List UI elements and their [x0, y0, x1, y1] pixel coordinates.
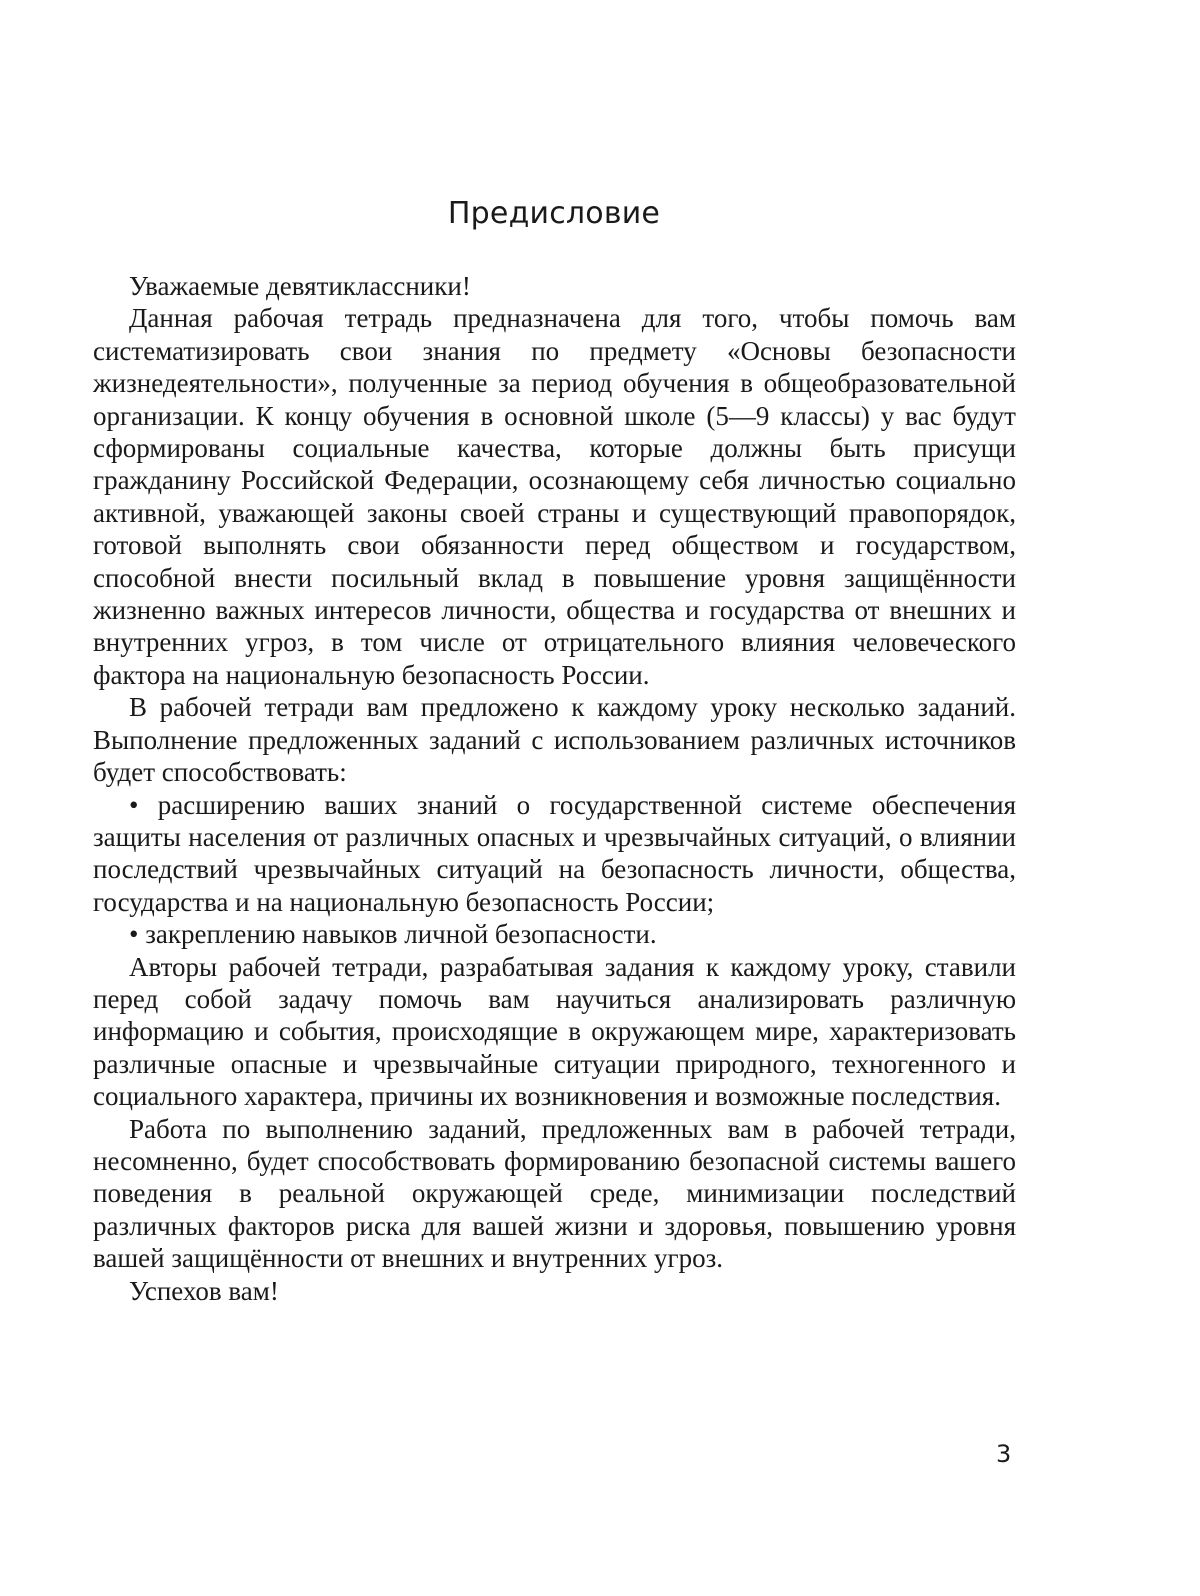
bullet-text: расширению ваших знаний о государственной системе обеспечения защиты населения от различных опасных и чрезвычайных ситуаций, о влиянии последствий чрезвычайных ситуаций на безопасность личности, общества, государства и на национальную безопасность России; [93, 789, 1017, 917]
bullet-icon: • [129, 789, 139, 820]
paragraph-benefits: Работа по выполнению заданий, предложенных вам в рабочей тетради, несомненно, будет способствовать формированию безопасной системы вашего поведения в реальной окружающей среде, минимизации последствий различных факторов риска для вашей жизни и здоровья, повышению уровня вашей защищённости от внешних и внутренних угроз. [93, 1113, 1016, 1274]
paragraph-tasks: В рабочей тетради вам предложено к каждому уроку несколько заданий. Выполнение предложенных заданий с использованием различных источников будет способствовать: [93, 692, 1016, 788]
paragraph-intro: Данная рабочая тетрадь предназначена для того, чтобы помочь вам систематизировать свои знания по предмету «Основы безопасности жизнедеятельности», полученные за период обучения в общеобразовательной организации. К концу обучения в основной школе (5—9 классы) у вас будут сформированы социальные качества, которые должны быть присущи гражданину Российской Федерации, осознающему себя личностью социально активной, уважающей законы своей страны и существующий правопорядок, готовой выполнять свои обязанности перед обществом и государством, способной внести посильный вклад в повышение уровня защищённости жизненно важных интересов личности, общества и государства от внешних и внутренних угроз, в том числе от отрицательного влияния человеческого фактора на национальную безопасность России. [93, 303, 1016, 690]
page-title: Предисловие [447, 196, 661, 231]
bullet-icon: • [129, 919, 139, 950]
greeting: Уважаемые девятиклассники! [129, 271, 471, 301]
bullet-item [93, 789, 1016, 919]
closing: Успехов вам! [129, 1275, 279, 1306]
paragraph-authors: Авторы рабочей тетради, разрабатывая задания к каждому уроку, ставили перед собой задачу помочь вам научиться анализировать различную информацию и события, происходящие в окружающем мире, характеризовать различные опасные и чрезвычайные ситуации природного, техногенного и социального характера, причины их возникновения и возможные последствия. [93, 951, 1016, 1112]
bullet-text: закреплению навыков личной безопасности. [145, 919, 657, 950]
document-body [93, 270, 1016, 1307]
bullet-item [93, 918, 1016, 950]
page-number: 3 [996, 1440, 1012, 1468]
